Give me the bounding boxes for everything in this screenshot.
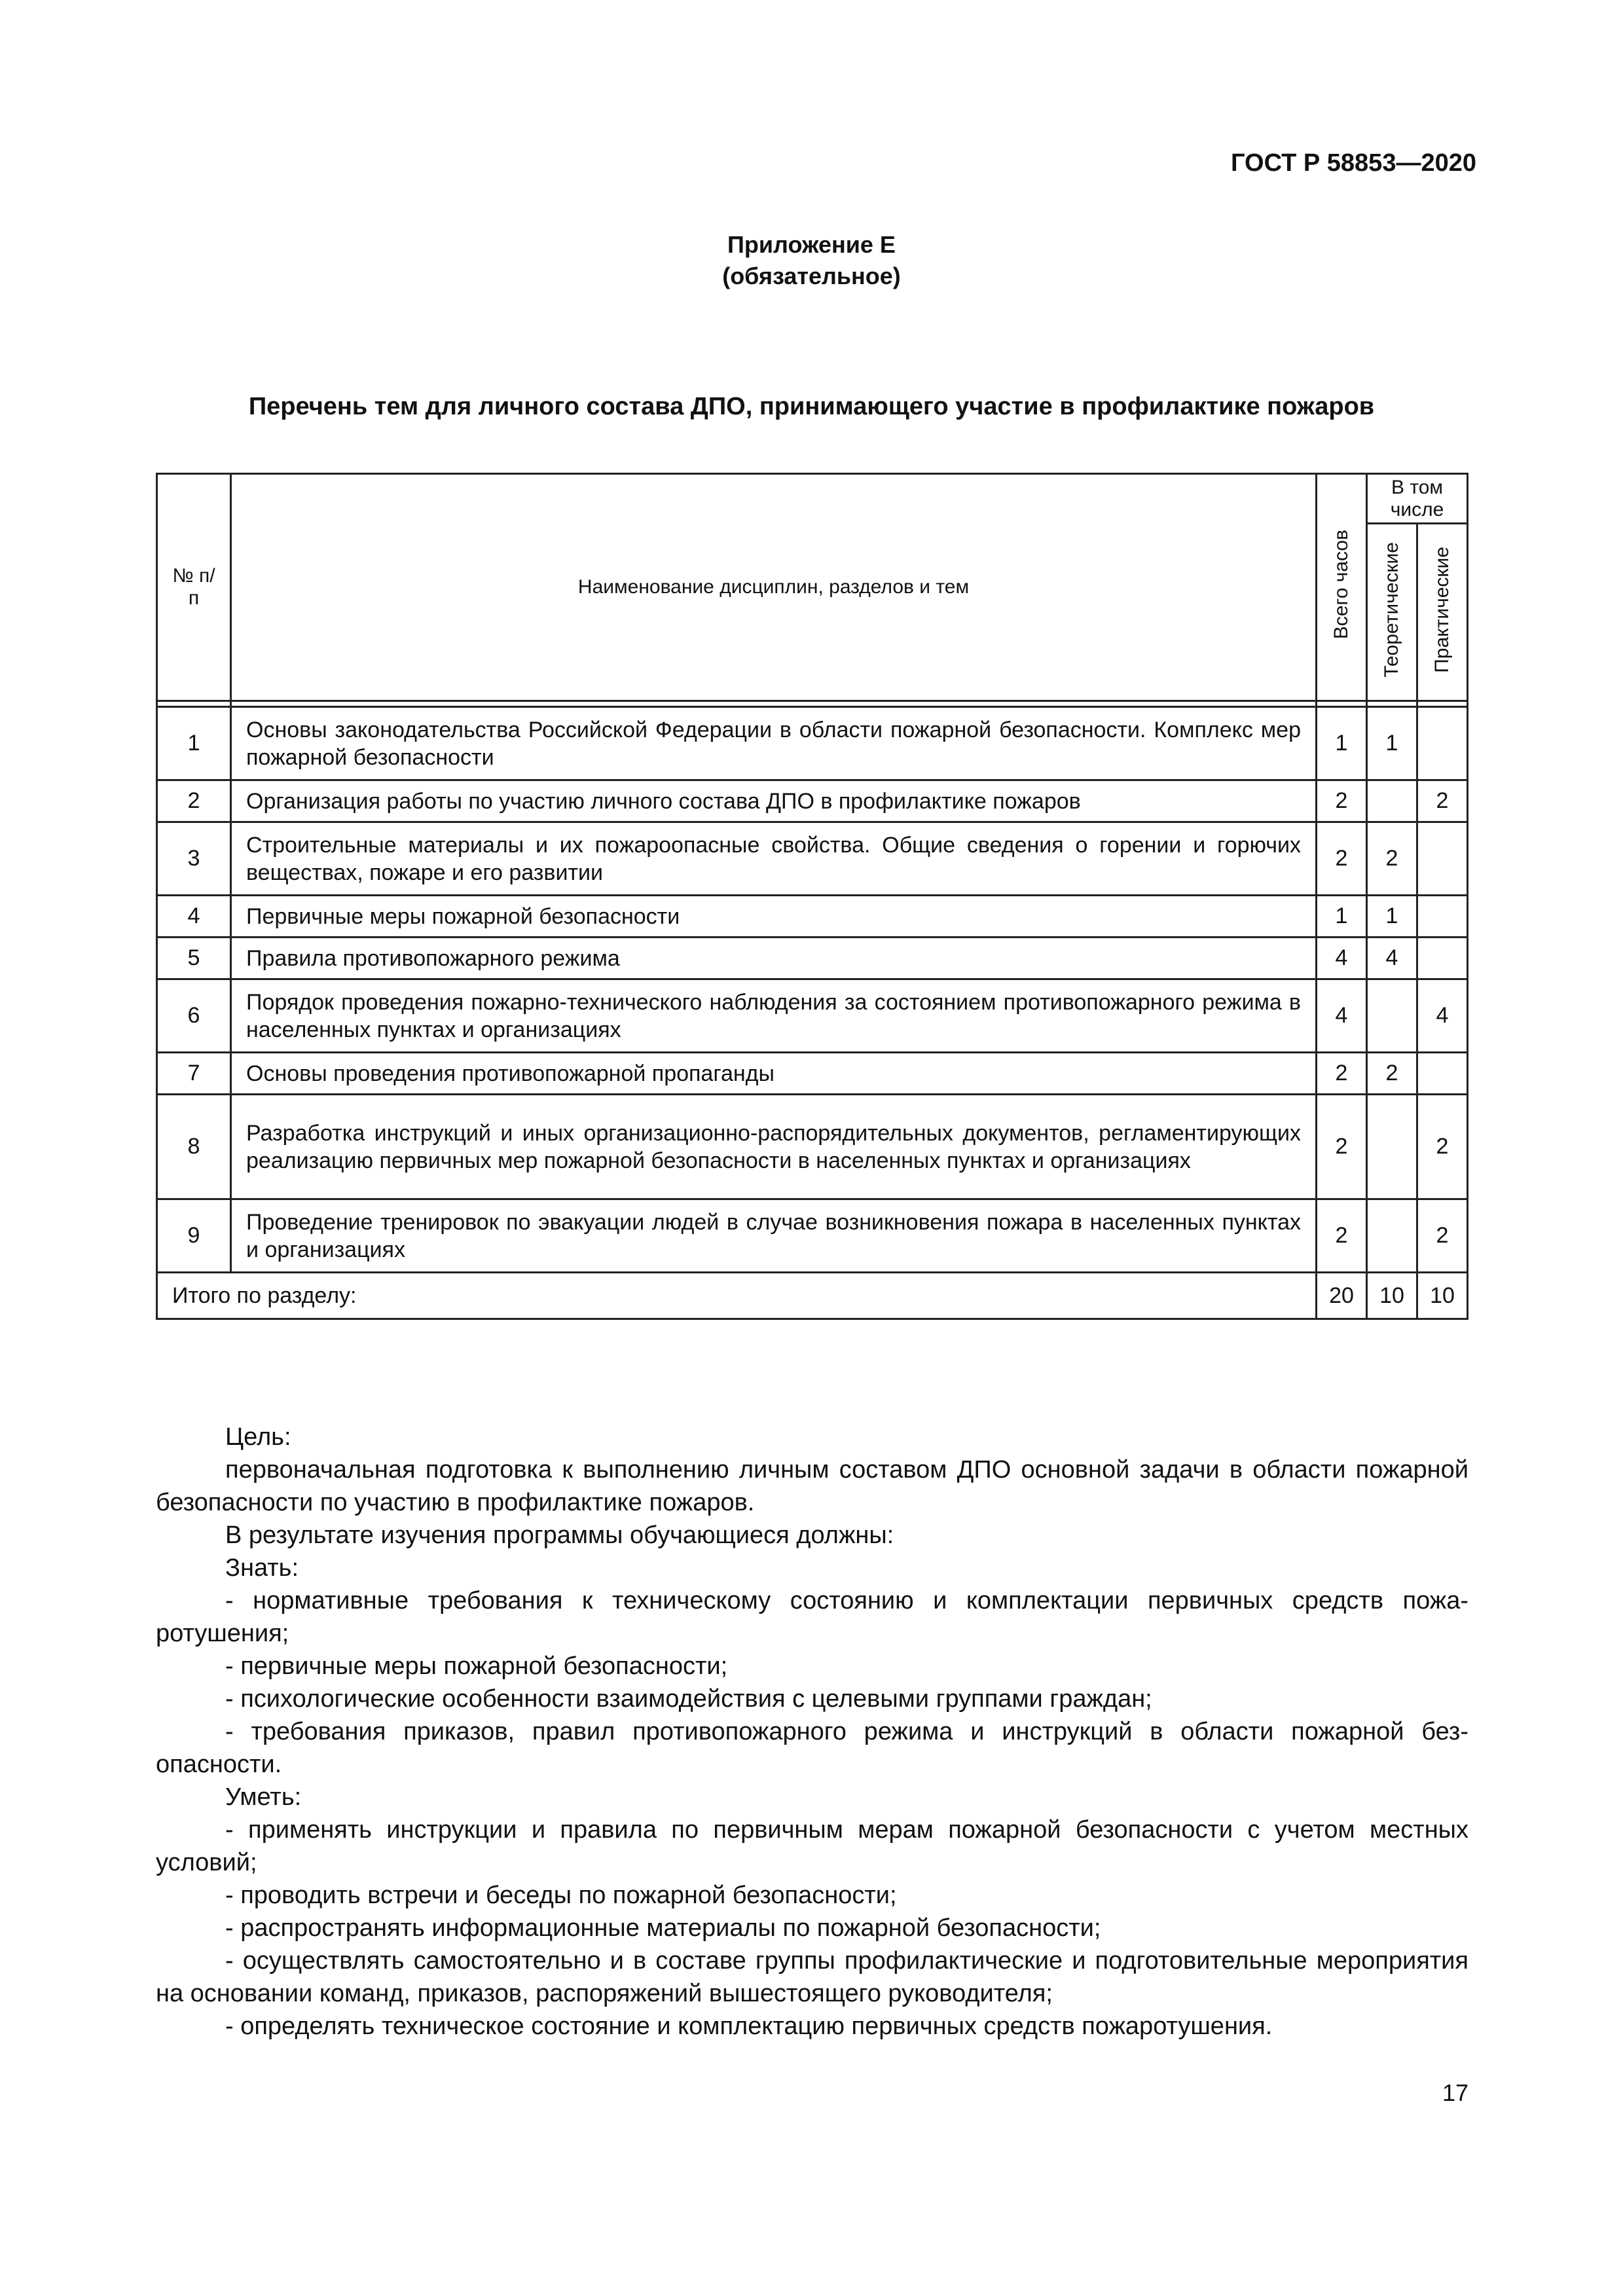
appendix-status: (обязательное) — [722, 263, 901, 289]
row-total-hours: 2 — [1317, 1053, 1367, 1095]
body-paragraph: - распространять информационные материалы по пожарной безопасности; — [225, 1914, 1101, 1942]
row-practice-hours: 4 — [1417, 979, 1468, 1053]
body-paragraph: первоначальная подготовка к выполнению личным составом ДПО основной задачи в области пожарной безопасности по участию в профилактике пожаров. — [156, 1456, 1468, 1516]
row-num: 1 — [157, 707, 231, 780]
row-practice-hours — [1417, 1053, 1468, 1095]
row-num: 6 — [157, 979, 231, 1053]
page-number: 17 — [1442, 2079, 1468, 2106]
row-num: 9 — [157, 1199, 231, 1273]
row-topic-name: Разработка инструкций и иных организационно-распорядительных документов, регламентирующих реализацию первичных мер пожарной безопасности в населенных пунктах и организациях — [231, 1095, 1317, 1199]
body-paragraph: - применять инструкции и правила по первичным мерам пожарной безопасности с учетом местных условий; — [156, 1816, 1468, 1876]
row-practice-hours — [1417, 822, 1468, 896]
header-practice — [1417, 524, 1468, 701]
table-row — [157, 938, 1468, 979]
row-practice-hours: 2 — [1417, 1095, 1468, 1199]
row-theory-hours: 4 — [1367, 938, 1417, 979]
header-practice-label: Практические — [1431, 546, 1453, 673]
header-theory — [1367, 524, 1417, 701]
table-row — [157, 707, 1468, 780]
table-row — [157, 979, 1468, 1053]
row-theory-hours — [1367, 979, 1417, 1053]
table-row — [157, 780, 1468, 822]
row-total-hours: 4 — [1317, 938, 1367, 979]
header-num — [157, 474, 231, 701]
body-paragraph: Цель: — [225, 1423, 291, 1451]
row-theory-hours: 1 — [1367, 707, 1417, 780]
body-paragraph: - психологические особенности взаимодействия с целевыми группами граждан; — [225, 1685, 1152, 1713]
total-label: Итого по разделу: — [157, 1273, 1317, 1319]
body-paragraph: - первичные меры пожарной безопасности; — [225, 1652, 728, 1680]
body-paragraph: Знать: — [225, 1554, 299, 1582]
row-total-hours: 2 — [1317, 822, 1367, 896]
row-total-hours: 2 — [1317, 1199, 1367, 1273]
table-row — [157, 1199, 1468, 1273]
row-practice-hours: 2 — [1417, 1199, 1468, 1273]
row-topic-name: Строительные материалы и их пожароопасные свойства. Общие сведения о горении и горючих веществах, пожаре и его развитии — [231, 822, 1317, 896]
header-num-label: № п/п — [172, 565, 215, 609]
table-body — [157, 707, 1468, 1273]
total-theory: 10 — [1367, 1273, 1417, 1319]
header-including: В том числе — [1367, 474, 1468, 524]
row-topic-name: Проведение тренировок по эвакуации людей в случае возникновения пожара в населенных пунктах и организациях — [231, 1199, 1317, 1273]
body-paragraph: - нормативные требования к техническому состоянию и комплектации первичных средств пожаротушения; — [156, 1587, 1468, 1647]
appendix-heading — [0, 229, 1623, 292]
row-num: 7 — [157, 1053, 231, 1095]
row-theory-hours — [1367, 1095, 1417, 1199]
row-topic-name: Основы законодательства Российской Федерации в области пожарной безопасности. Комплекс мер пожарной безопасности — [231, 707, 1317, 780]
row-topic-name: Первичные меры пожарной безопасности — [231, 896, 1317, 938]
header-name: Наименование дисциплин, разделов и тем — [231, 474, 1317, 701]
table-row — [157, 896, 1468, 938]
header-total-label: Всего часов — [1330, 530, 1352, 640]
program-goals-text — [156, 1421, 1468, 2043]
row-num: 3 — [157, 822, 231, 896]
row-total-hours: 2 — [1317, 1095, 1367, 1199]
row-theory-hours: 2 — [1367, 822, 1417, 896]
appendix-title: Приложение Е — [727, 231, 896, 258]
body-paragraph: - осуществлять самостоятельно и в составе группы профилактические и подготовительные мероприятия на основании команд, приказов, распоряжений вышестоящего руководителя; — [156, 1947, 1468, 2007]
row-practice-hours: 2 — [1417, 780, 1468, 822]
total-hours: 20 — [1317, 1273, 1367, 1319]
row-topic-name: Основы проведения противопожарной пропаганды — [231, 1053, 1317, 1095]
topics-table — [156, 473, 1468, 1320]
body-paragraph: - требования приказов, правил противопожарного режима и инструкций в области пожарной безопасности. — [156, 1718, 1468, 1778]
row-num: 8 — [157, 1095, 231, 1199]
table-row — [157, 822, 1468, 896]
row-num: 2 — [157, 780, 231, 822]
document-number: ГОСТ Р 58853—2020 — [1231, 149, 1476, 177]
row-theory-hours: 2 — [1367, 1053, 1417, 1095]
row-topic-name: Организация работы по участию личного состава ДПО в профилактике пожаров — [231, 780, 1317, 822]
row-num: 4 — [157, 896, 231, 938]
row-total-hours: 1 — [1317, 707, 1367, 780]
table-row — [157, 1095, 1468, 1199]
header-theory-label: Теоретические — [1381, 541, 1402, 678]
row-theory-hours: 1 — [1367, 896, 1417, 938]
row-practice-hours — [1417, 938, 1468, 979]
row-total-hours: 4 — [1317, 979, 1367, 1053]
row-theory-hours — [1367, 1199, 1417, 1273]
row-practice-hours — [1417, 896, 1468, 938]
total-row — [157, 1273, 1468, 1319]
row-practice-hours — [1417, 707, 1468, 780]
header-separator — [157, 701, 1468, 707]
body-paragraph: Уметь: — [225, 1783, 302, 1811]
table-row — [157, 1053, 1468, 1095]
body-paragraph: - определять техническое состояние и комплектацию первичных средств пожаротушения. — [225, 2013, 1273, 2040]
body-paragraph: - проводить встречи и беседы по пожарной безопасности; — [225, 1882, 897, 1909]
body-paragraph: В результате изучения программы обучающиеся должны: — [225, 1522, 894, 1549]
row-total-hours: 1 — [1317, 896, 1367, 938]
row-num: 5 — [157, 938, 231, 979]
row-topic-name: Правила противопожарного режима — [231, 938, 1317, 979]
row-total-hours: 2 — [1317, 780, 1367, 822]
row-theory-hours — [1367, 780, 1417, 822]
row-topic-name: Порядок проведения пожарно-технического наблюдения за состоянием противопожарного режима в населенных пунктах и организациях — [231, 979, 1317, 1053]
topics-list-title: Перечень тем для личного состава ДПО, принимающего участие в профилактике пожаров — [248, 393, 1375, 420]
header-total — [1317, 474, 1367, 701]
total-practice: 10 — [1417, 1273, 1468, 1319]
